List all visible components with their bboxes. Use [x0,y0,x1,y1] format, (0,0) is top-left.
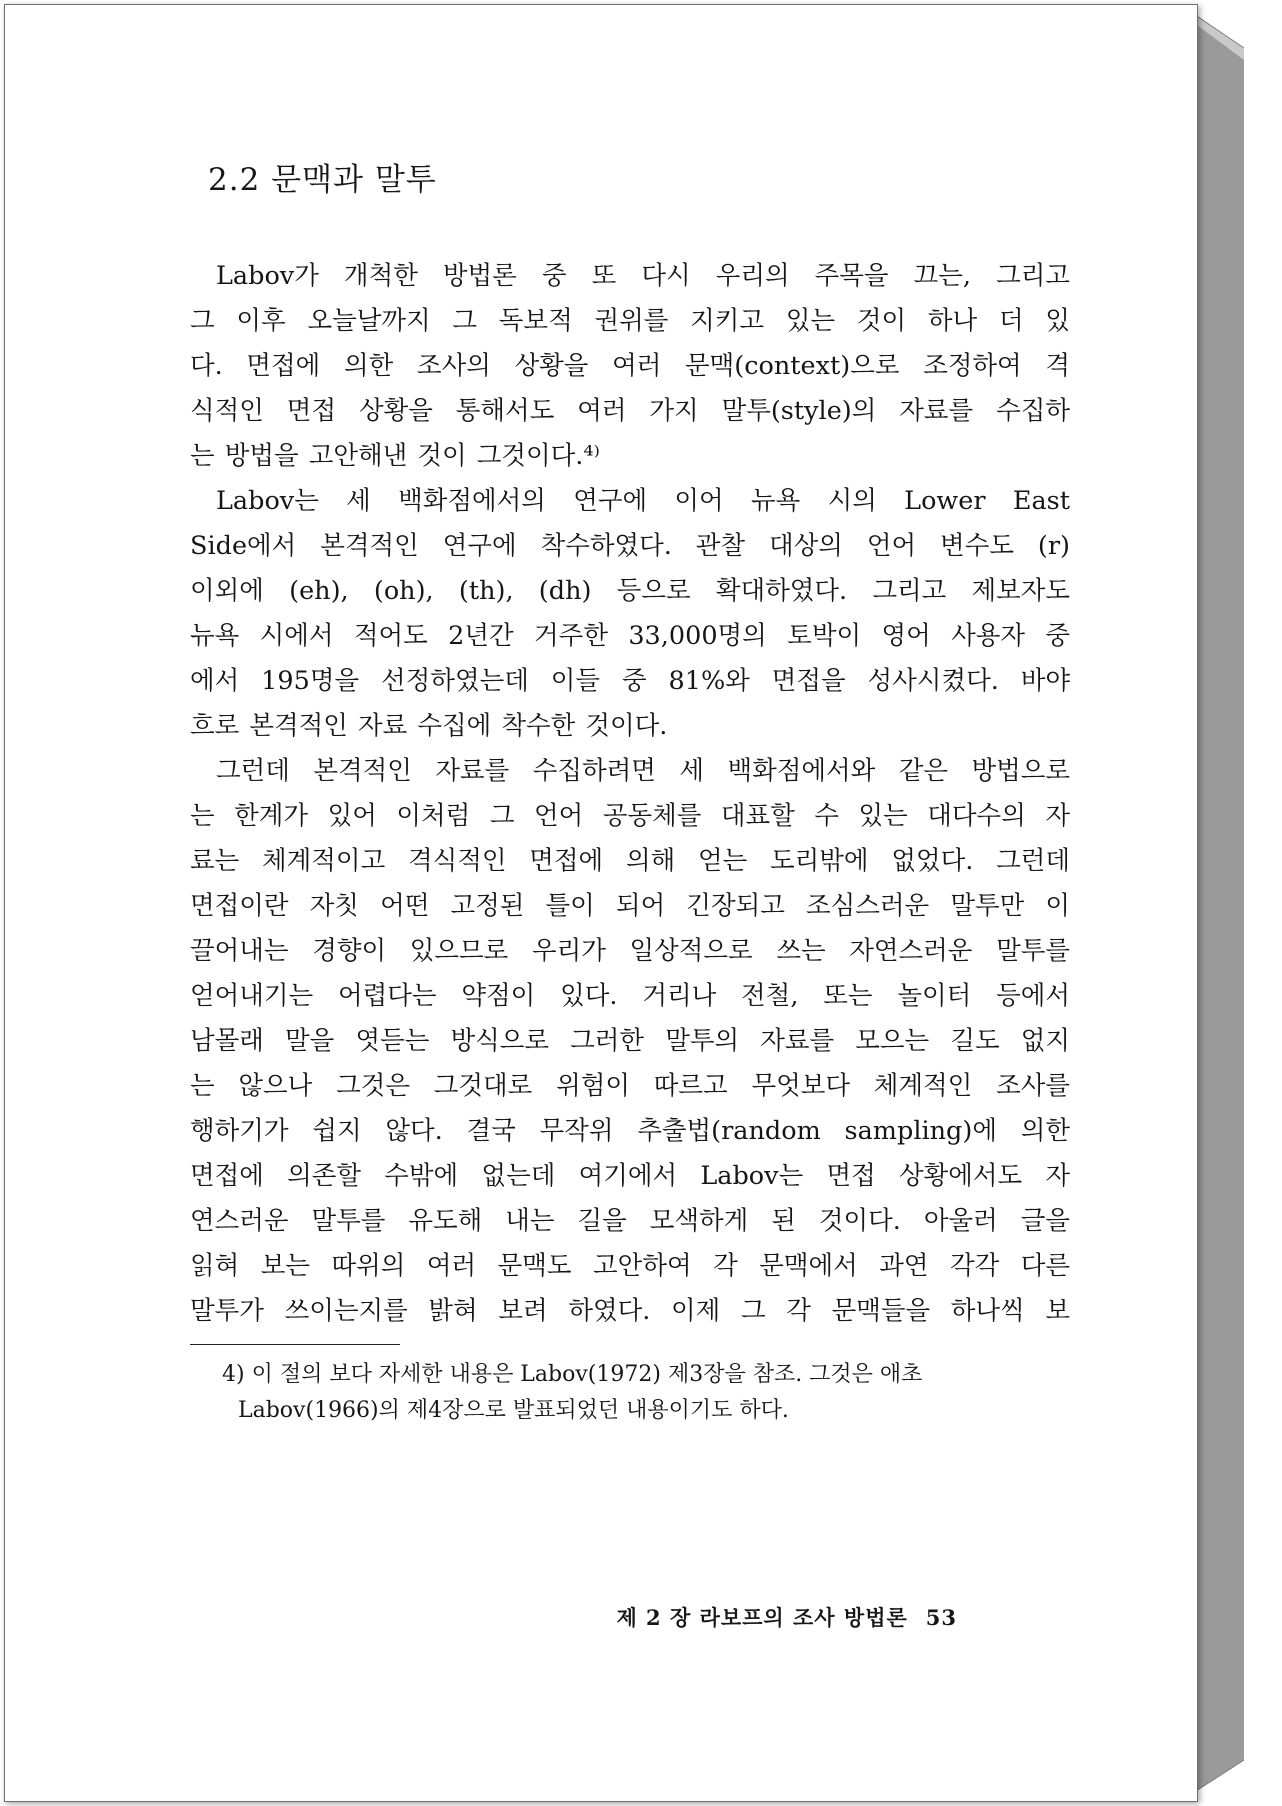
text-line: 흐로 본격적인 자료 수집에 착수한 것이다. [190,711,668,741]
page-number: 53 [925,1605,957,1630]
text-line: 면접이란 자칫 어떤 고정된 틀이 되어 긴장되고 조심스러운 말투만 이 [190,891,1070,921]
text-line: 식적인 면접 상황을 통해서도 여러 가지 말투(style)의 자료를 수집하 [190,396,1070,426]
paragraph-3 [190,749,1070,1334]
text-line: 는 한계가 있어 이처럼 그 언어 공동체를 대표할 수 있는 대다수의 자 [190,801,1070,831]
text-line: Side에서 본격적인 연구에 착수하였다. 관찰 대상의 언어 변수도 (r) [190,531,1070,561]
text-line: 료는 체계적이고 격식적인 면접에 의해 얻는 도리밖에 없었다. 그런데 [190,846,1070,876]
page-content [190,160,1070,1429]
text-line: 말투가 쓰이는지를 밝혀 보려 하였다. 이제 그 각 문맥들을 하나씩 보 [190,1296,1070,1326]
footnote-divider [190,1344,400,1345]
text-line: 는 않으나 그것은 그것대로 위험이 따르고 무엇보다 체계적인 조사를 [190,1071,1070,1101]
text-line: 연스러운 말투를 유도해 내는 길을 모색하게 된 것이다. 아울러 글을 [190,1206,1070,1236]
text-line: 뉴욕 시에서 적어도 2년간 거주한 33,000명의 토박이 영어 사용자 중 [190,621,1070,651]
footnote-line: 4) 이 절의 보다 자세한 내용은 Labov(1972) 제3장을 참조. 그것은 애초 [222,1362,923,1387]
text-line: Labov는 세 백화점에서의 연구에 이어 뉴욕 시의 Lower East [216,486,1070,516]
footnote-line: Labov(1966)의 제4장으로 발표되었던 내용이기도 하다. [238,1398,789,1423]
text-line: 남몰래 말을 엿듣는 방식으로 그러한 말투의 자료를 모으는 길도 없지 [190,1026,1070,1056]
book-page [4,4,1198,1802]
chapter-title: 제 2 장 라보프의 조사 방법론 [616,1605,908,1630]
text-line: 에서 195명을 선정하였는데 이들 중 81%와 면접을 성사시켰다. 바야 [190,666,1070,696]
section-title: 2.2 문맥과 말투 [208,162,437,198]
text-line: 끌어내는 경향이 있으므로 우리가 일상적으로 쓰는 자연스러운 말투를 [190,936,1070,966]
text-line: 읽혀 보는 따위의 여러 문맥도 고안하여 각 문맥에서 과연 각각 다른 [190,1251,1070,1281]
paragraph-1 [190,254,1070,479]
running-footer [616,1602,957,1632]
text-line: 이외에 (eh), (oh), (th), (dh) 등으로 확대하였다. 그리고 제보자도 [190,576,1070,606]
footnote [190,1357,1070,1429]
text-line: 그 이후 오늘날까지 그 독보적 권위를 지키고 있는 것이 하나 더 있 [190,306,1070,336]
text-line: 다. 면접에 의한 조사의 상황을 여러 문맥(context)으로 조정하여 격 [190,351,1070,381]
text-line: 면접에 의존할 수밖에 없는데 여기에서 Labov는 면접 상황에서도 자 [190,1161,1070,1191]
text-line: 그런데 본격적인 자료를 수집하려면 세 백화점에서와 같은 방법으로 [216,756,1070,786]
text-line: 얻어내기는 어렵다는 약점이 있다. 거리나 전철, 또는 놀이터 등에서 [190,981,1070,1011]
text-line: 는 방법을 고안해낸 것이 그것이다.⁴⁾ [190,441,600,471]
text-line: Labov가 개척한 방법론 중 또 다시 우리의 주목을 끄는, 그리고 [216,261,1070,291]
paragraph-2 [190,479,1070,749]
text-line: 행하기가 쉽지 않다. 결국 무작위 추출법(random sampling)에 의한 [190,1116,1070,1146]
